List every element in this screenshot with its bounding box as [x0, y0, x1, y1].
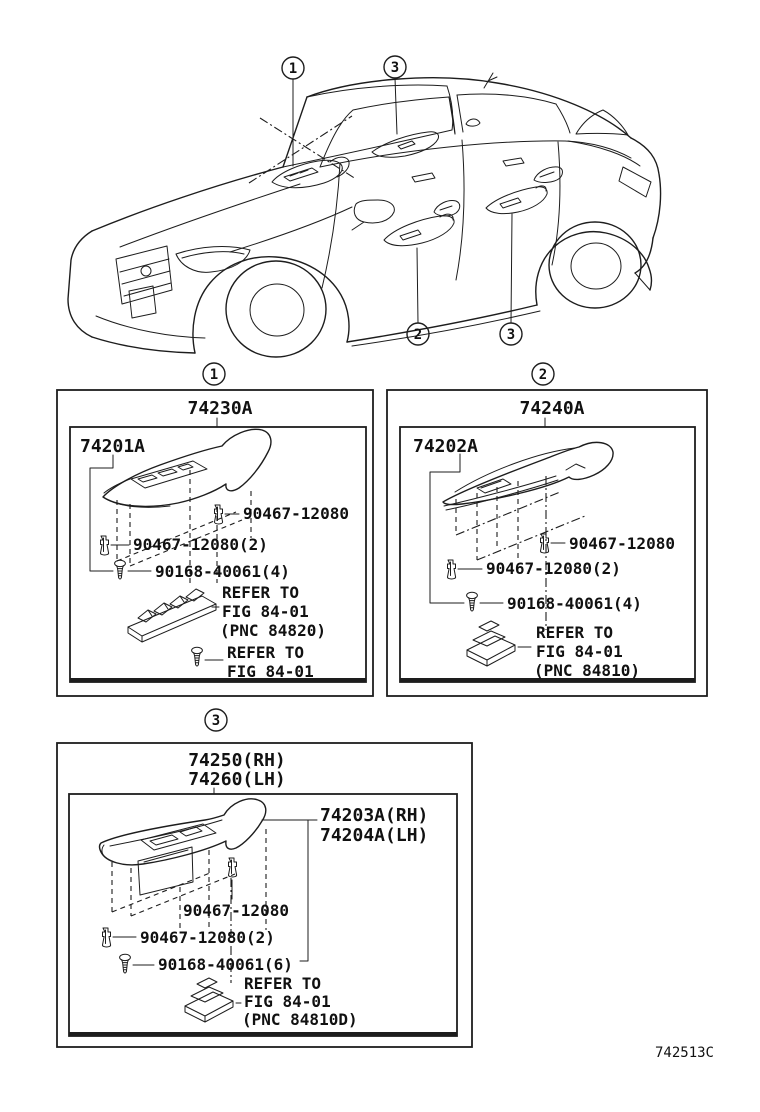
callout-2-front-door: [407, 248, 429, 345]
box2-switch-drawing: [467, 621, 531, 666]
box3-screw-icon: [120, 954, 131, 973]
box1-switch-assembly-drawing: [128, 589, 219, 642]
box1-screw-number: 90168-40061(4): [155, 562, 290, 581]
box1-clip-pair-icon: [100, 536, 108, 555]
callout-1-front-panel: [282, 57, 304, 166]
box1-refer-line1: REFER TO: [222, 583, 300, 602]
box2-callout: [532, 363, 554, 385]
car-body-outline: [68, 78, 661, 353]
box3-assembly-number-lh: 74260(LH): [188, 769, 286, 790]
box1-clip-number: 90467-12080: [243, 504, 349, 523]
car-part-rear-door-panel: [486, 186, 547, 214]
box3-clip-number: 90467-12080: [183, 901, 289, 920]
box3-refer-line2: FIG 84-01: [244, 992, 331, 1011]
box2-screw-icon: [467, 592, 478, 611]
box2-clip-pair-icon: [447, 560, 455, 579]
box3-clip-pair-icon: [102, 928, 110, 947]
callout-3-roof: [384, 56, 406, 134]
box1-clip-icon: [214, 505, 222, 524]
box3-panel-number-lh: 74204A(LH): [320, 825, 429, 846]
box1-assembly-number: 74230A: [187, 398, 253, 419]
box2-clip-pair-number: 90467-12080(2): [486, 559, 621, 578]
car-door-cut-lines: [322, 140, 560, 288]
box1-callout: [203, 363, 225, 385]
box2-refer-line1: REFER TO: [536, 623, 614, 642]
box1-bracket-lines: [90, 455, 113, 571]
box2-bracket-lines: [430, 454, 464, 603]
detail-box-3: [57, 709, 472, 1047]
box2-callout-label: 2: [538, 367, 548, 383]
box2-clip-number: 90467-12080: [569, 534, 675, 553]
box2-screw-number: 90168-40061(4): [507, 594, 642, 613]
box3-refer-line3: (PNC 84810D): [242, 1010, 358, 1029]
box2-refer-line3: (PNC 84810): [534, 661, 640, 680]
box3-panel-number-rh: 74203A(RH): [320, 805, 429, 826]
detail-box-1: [57, 363, 373, 696]
callout-2-label: 2: [413, 327, 423, 343]
antenna-mark: [484, 73, 497, 88]
figure-code: 742513C: [654, 1045, 714, 1061]
box1-panel-number: 74201A: [80, 436, 146, 457]
box1-refer-line3: (PNC 84820): [220, 621, 326, 640]
box3-switch-drawing: [185, 978, 241, 1022]
box2-refer-line2: FIG 84-01: [536, 642, 623, 661]
box3-callout: [205, 709, 227, 731]
box3-clip-icon: [228, 858, 236, 877]
car-wheels: [226, 222, 641, 357]
car-part-bpillar-switch: [434, 201, 460, 216]
callout-1-label: 1: [288, 61, 298, 77]
box1-refer-line2: FIG 84-01: [222, 602, 309, 621]
box1-clip-pair-number: 90467-12080(2): [133, 535, 268, 554]
car-part-quarter-switch: [534, 167, 562, 183]
box3-assembly-number-rh: 74250(RH): [188, 750, 286, 771]
box1-refer-screw-line2: FIG 84-01: [227, 662, 314, 681]
box3-callout-label: 3: [211, 713, 221, 729]
box1-refer-screw-line1: REFER TO: [227, 643, 305, 662]
car-front-details: [96, 184, 352, 338]
box2-panel-number: 74202A: [413, 436, 479, 457]
car-part-front-door-panel: [384, 214, 454, 246]
box3-clip-pair-number: 90467-12080(2): [140, 928, 275, 947]
box1-callout-label: 1: [209, 367, 219, 383]
box1-screw-icon: [115, 560, 126, 579]
box3-refer-line1: REFER TO: [244, 974, 322, 993]
car-figure: [68, 56, 661, 357]
box1-refer-screw-icon: [192, 647, 203, 666]
car-part-front-switch-panel: [272, 157, 349, 188]
box3-screw-number: 90168-40061(6): [158, 955, 293, 974]
box1-inner-frame: [70, 427, 366, 682]
callout-3-rear-door: [500, 214, 522, 345]
car-mirror: [352, 119, 480, 230]
callout-3-rear-label: 3: [506, 327, 516, 343]
callout-3-roof-label: 3: [390, 60, 400, 76]
box2-assembly-number: 74240A: [519, 398, 585, 419]
detail-box-2: [387, 363, 707, 696]
box2-clip-icon: [540, 534, 548, 553]
